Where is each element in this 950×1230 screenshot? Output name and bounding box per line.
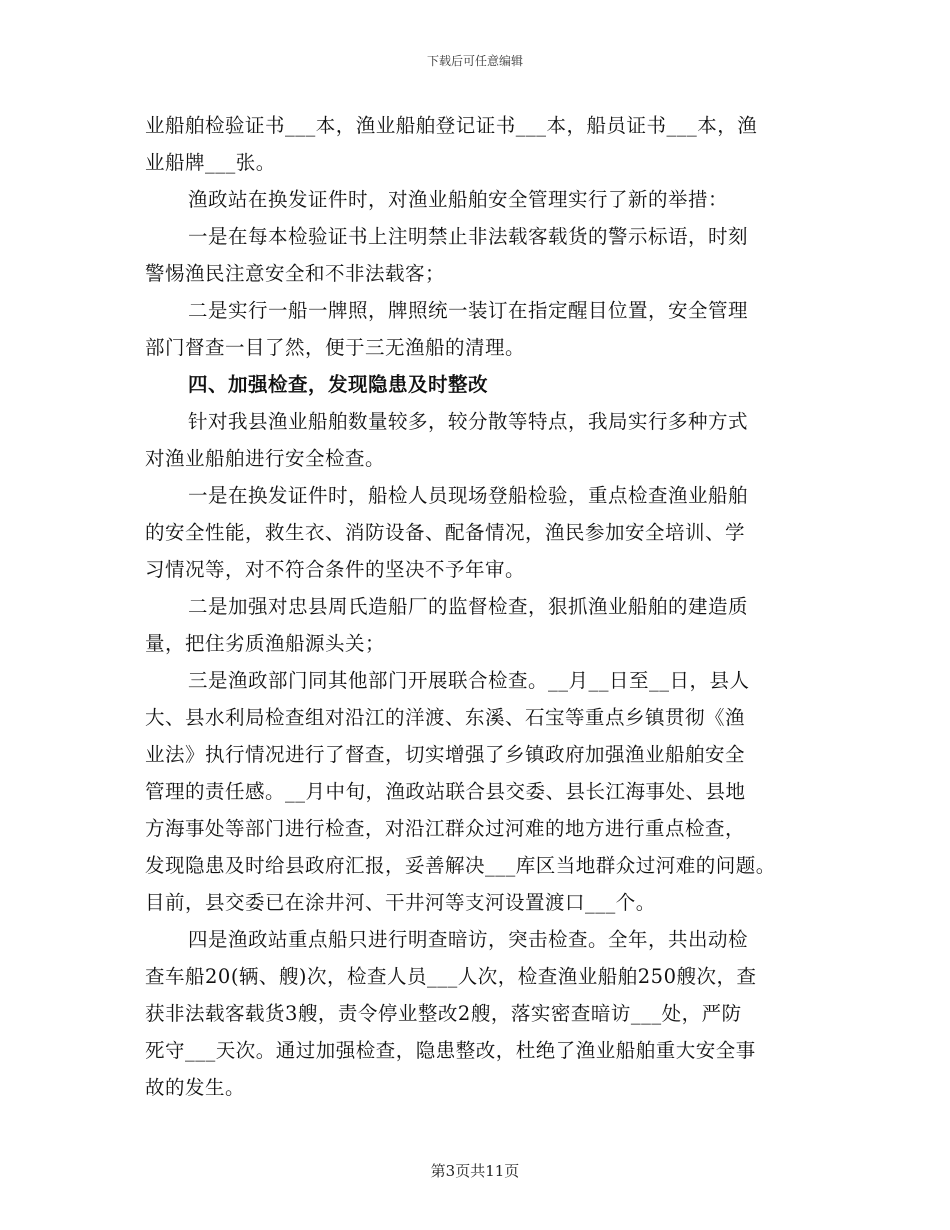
text-line: 部门督查一目了然，便于三无渔船的清理。 — [145, 336, 526, 359]
text-line: 管理的责任感。__月中旬，渔政站联合县交委、县长江海事处、县地 — [145, 780, 746, 803]
text-line: 的安全性能，救生衣、消防设备、配备情况，渔民参加安全培训、学 — [145, 521, 746, 544]
text-line: 一是在换发证件时，船检人员现场登船检验，重点检查渔业船舶 — [188, 484, 749, 507]
page-header: 下载后可任意编辑 — [426, 54, 523, 68]
text-line: 故的发生。 — [145, 1076, 246, 1099]
text-line: 发现隐患及时给县政府汇报，妥善解决___库区当地群众过河难的问题。 — [145, 854, 776, 877]
text-line: 三是渔政部门同其他部门开展联合检查。__月__日至__日，县人 — [188, 669, 750, 692]
text-line: 二是实行一船一牌照，牌照统一装订在指定醒目位置，安全管理 — [188, 299, 749, 322]
text-line: 量，把住劣质渔船源头关； — [145, 632, 386, 655]
text-line: 业船舶检验证书___本，渔业船舶登记证书___本，船员证书___本，渔 — [145, 114, 758, 137]
text-line: 大、县水利局检查组对沿江的洋渡、东溪、石宝等重点乡镇贯彻《渔 — [145, 706, 746, 729]
text-line: 目前，县交委已在涂井河、干井河等支河设置渡口___个。 — [145, 891, 656, 914]
text-line: 获非法载客载货3艘，责令停业整改2艘，落实密查暗访___处，严防 — [145, 1002, 742, 1025]
text-line: 二是加强对忠县周氏造船厂的监督检查，狠抓渔业船舶的建造质 — [188, 595, 749, 618]
text-line: 渔政站在换发证件时，对渔业船舶安全管理实行了新的举措： — [188, 188, 729, 211]
text-line: 四是渔政站重点船只进行明查暗访，突击检查。全年，共出动检 — [188, 928, 749, 951]
text-line: 习情况等，对不符合条件的坚决不予年审。 — [145, 558, 526, 581]
text-line: 对渔业船舶进行安全检查。 — [145, 447, 386, 470]
text-line: 针对我县渔业船舶数量较多，较分散等特点，我局实行多种方式 — [188, 410, 749, 433]
text-line: 一是在每本检验证书上注明禁止非法载客载货的警示标语，时刻 — [188, 225, 749, 248]
text-line: 查车船20(辆、艘)次，检查人员___人次，检查渔业船舶250艘次，查 — [145, 965, 757, 988]
section-heading: 四、加强检查，发现隐患及时整改 — [188, 373, 489, 396]
page-footer: 第3页共11页 — [430, 1162, 520, 1180]
text-line: 死守___天次。通过加强检查，隐患整改，杜绝了渔业船舶重大安全事 — [145, 1039, 756, 1062]
text-line: 业法》执行情况进行了督查，切实增强了乡镇政府加强渔业船舶安全 — [145, 743, 746, 766]
text-line: 业船牌___张。 — [145, 151, 276, 174]
text-line: 警惕渔民注意安全和不非法载客； — [145, 262, 446, 285]
text-line: 方海事处等部门进行检查，对沿江群众过河难的地方进行重点检查， — [145, 817, 746, 840]
